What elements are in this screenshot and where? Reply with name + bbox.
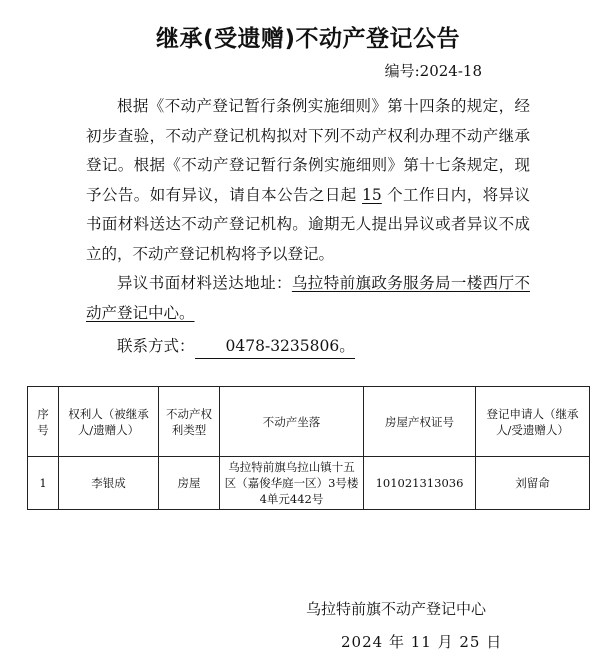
page-title: 继承(受遗赠)不动产登记公告 [155, 26, 461, 52]
objection-days: 15 [362, 185, 382, 204]
document-number: 编号:2024-18 [384, 62, 482, 80]
table-row [28, 457, 590, 510]
contact-label: 联系方式： [117, 337, 195, 355]
paragraph-address [86, 269, 530, 328]
header-applicant: 登记申请人（继承人/受遗赠人） [476, 387, 590, 457]
header-cert: 房屋产权证号 [364, 387, 476, 457]
contact-phone: 0478-3235806。 [195, 334, 355, 359]
cell-applicant: 刘留命 [476, 457, 590, 510]
address-label: 异议书面材料送达地址： [117, 274, 292, 292]
cell-seq: 1 [28, 457, 59, 510]
registration-table [27, 386, 590, 510]
issue-date: 2024 年 11 月 25 日 [341, 633, 503, 651]
cell-owner: 李银成 [59, 457, 159, 510]
paragraph-contact [86, 332, 530, 362]
objection-address: 乌拉特前旗政务服务局一楼西厅不动产登记中心。 [86, 274, 530, 322]
notice-body [86, 92, 530, 362]
header-seq: 序号 [28, 387, 59, 457]
issuer-name: 乌拉特前旗不动产登记中心 [306, 600, 487, 618]
header-location: 不动产坐落 [220, 387, 364, 457]
paragraph-legal-basis [86, 92, 530, 269]
paragraph-legal-basis-text: 根据《不动产登记暂行条例实施细则》第十四条的规定，经初步查验，不动产登记机构拟对下列不动产权利办理不动产继承登记。根据《不动产登记暂行条例实施细则》第十七条规定，现予公告。如有异议，请自本公告之日起 [86, 97, 530, 204]
table-header-row [28, 387, 590, 457]
cell-cert: 101021313036 [364, 457, 476, 510]
cell-rights-type: 房屋 [159, 457, 220, 510]
header-rights-type: 不动产权利类型 [159, 387, 220, 457]
paragraph-legal-basis-tail: 个工作日内，将异议书面材料送达不动产登记机构。逾期无人提出异议或者异议不成立的，不动产登记机构将予以登记。 [86, 185, 530, 263]
header-owner: 权利人（被继承人/遗赠人） [59, 387, 159, 457]
cell-location: 乌拉特前旗乌拉山镇十五区（嘉俊华庭一区）3号楼4单元442号 [220, 457, 364, 510]
